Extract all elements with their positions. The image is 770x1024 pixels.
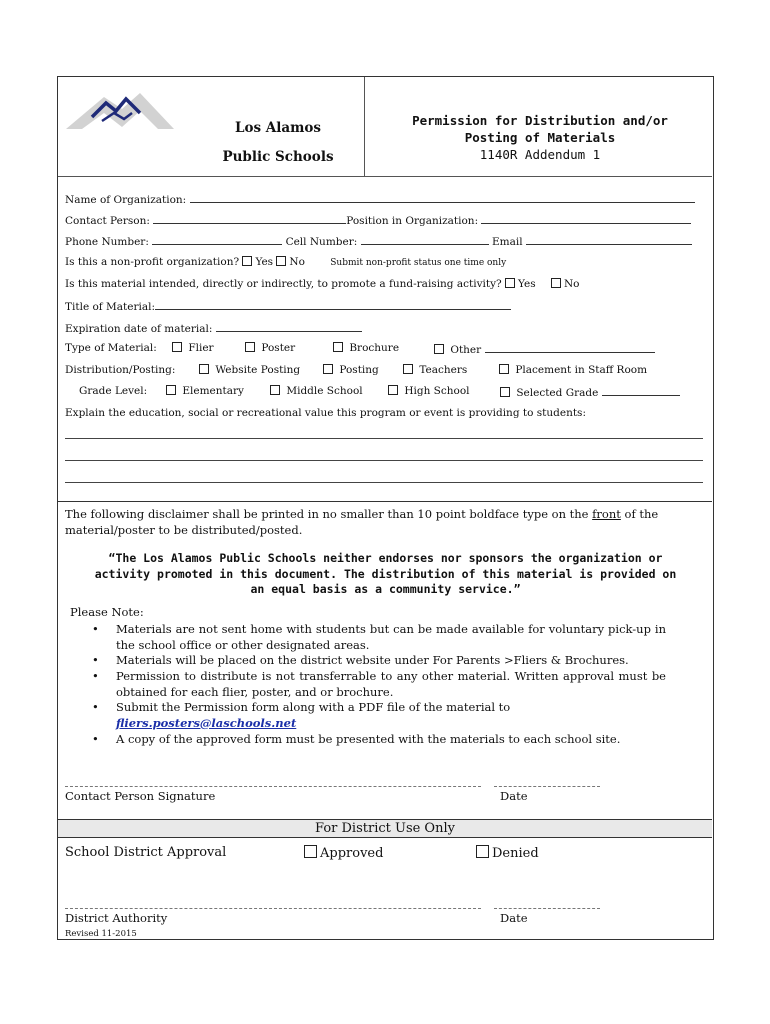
title-material-input[interactable]: [155, 299, 511, 310]
org-name-input[interactable]: [190, 192, 695, 203]
cell-input[interactable]: [361, 234, 489, 245]
district-date-label: Date: [500, 911, 528, 925]
note-text-4a: Submit the Permission form along with a PDF file of the material to: [116, 700, 511, 714]
position-label: Position in Organization:: [346, 215, 479, 227]
district-authority-label: District Authority: [65, 911, 168, 925]
high-school-checkbox[interactable]: [388, 385, 398, 395]
teachers-label: Teachers: [419, 364, 468, 376]
grade-option-high: [388, 385, 470, 397]
disclaimer-front: front: [592, 507, 621, 521]
approved-checkbox[interactable]: [304, 845, 317, 858]
contact-date-line[interactable]: [494, 785, 600, 787]
revised-note: Revised 11-2015: [65, 929, 137, 939]
note-bullet-5: [92, 732, 667, 748]
form-header: [58, 77, 712, 177]
grade-option-elementary: [166, 385, 244, 397]
header-divider: [364, 77, 365, 176]
dist-option-staff-room: [499, 364, 647, 376]
disclaimer-intro-a: The following disclaimer shall be printed in no smaller than 10 point boldface type on the: [65, 507, 589, 521]
flier-checkbox[interactable]: [172, 342, 182, 352]
high-school-label: High School: [404, 385, 470, 397]
denied-label: Denied: [492, 846, 539, 861]
elementary-label: Elementary: [182, 385, 244, 397]
note-bullet-3: [92, 669, 667, 700]
explain-label: Explain the education, social or recreational value this program or event is providing to students:: [65, 407, 586, 419]
selected-grade-checkbox[interactable]: [500, 387, 510, 397]
denied-checkbox[interactable]: [476, 845, 489, 858]
org-name-line2: Public Schools: [222, 149, 334, 165]
quote-line1: “The Los Alamos Public Schools neither endorses nor sponsors the organization or: [108, 551, 663, 565]
form-title-line1: Permission for Distribution and/or: [412, 113, 668, 128]
type-option-poster: [245, 342, 295, 354]
permission-form: [57, 76, 714, 940]
contact-signature-line[interactable]: [65, 785, 481, 787]
grade-option-middle: [270, 385, 363, 397]
fundraising-no-checkbox[interactable]: [551, 278, 561, 288]
contact-date-label: Date: [500, 789, 528, 803]
mountain-logo-icon: [64, 83, 176, 141]
position-input[interactable]: [481, 213, 691, 224]
posting-checkbox[interactable]: [323, 364, 333, 374]
staff-room-label: Placement in Staff Room: [515, 364, 648, 376]
email-link[interactable]: fliers.posters@laschools.net: [116, 715, 297, 730]
org-name-row: [65, 192, 695, 206]
other-label: Other: [450, 344, 482, 356]
email-input[interactable]: [526, 234, 692, 245]
other-input[interactable]: [485, 342, 655, 353]
type-option-other: [434, 342, 655, 356]
fundraising-question: Is this material intended, directly or indirectly, to promote a fund-raising activity?: [65, 278, 502, 290]
form-number: 1140R Addendum 1: [479, 147, 601, 162]
district-date-line[interactable]: [494, 907, 600, 909]
form-title-line2: Posting of Materials: [464, 130, 616, 145]
email-label: Email: [491, 236, 523, 248]
disclaimer-section: [58, 501, 712, 502]
expiration-label: Expiration date of material:: [65, 323, 213, 335]
type-option-flier: [172, 342, 214, 354]
selected-grade-input[interactable]: [602, 385, 680, 396]
poster-label: Poster: [261, 342, 296, 354]
quote-line2: activity promoted in this document. The distribution of this material is provided on: [94, 566, 677, 581]
website-posting-label: Website Posting: [215, 364, 301, 376]
disclaimer-intro: [65, 506, 705, 538]
teachers-checkbox[interactable]: [403, 364, 413, 374]
approved-option: [304, 845, 383, 861]
nonprofit-row: [65, 256, 506, 268]
type-label: Type of Material:: [65, 342, 157, 354]
denied-option: [476, 845, 539, 861]
selected-grade-label: Selected Grade: [516, 387, 599, 399]
disclaimer-intro-line2: material/poster to be distributed/posted.: [65, 523, 303, 537]
brochure-checkbox[interactable]: [333, 342, 343, 352]
middle-school-checkbox[interactable]: [270, 385, 280, 395]
staff-room-checkbox[interactable]: [499, 364, 509, 374]
nonprofit-note: Submit non-profit status one time only: [330, 258, 507, 268]
contact-person-input[interactable]: [153, 213, 346, 224]
expiration-row: [65, 321, 362, 335]
nonprofit-question: Is this a non-profit organization?: [65, 256, 240, 268]
nonprofit-yes-label: Yes: [255, 256, 274, 268]
title-material-label: Title of Material:: [65, 301, 156, 313]
contact-signature-label: Contact Person Signature: [65, 789, 216, 803]
explain-line-2[interactable]: [65, 460, 703, 461]
expiration-input[interactable]: [216, 321, 362, 332]
org-name-label: Name of Organization:: [65, 194, 187, 206]
flier-label: Flier: [188, 342, 214, 354]
nonprofit-no-checkbox[interactable]: [276, 256, 286, 266]
bullet-dot: •: [92, 653, 99, 667]
note-bullet-2: [92, 653, 667, 669]
fundraising-yes-label: Yes: [518, 278, 536, 290]
disclaimer-quote: [88, 551, 683, 598]
note-text-1: Materials are not sent home with students but can be made available for voluntary pick-up in the school office or other designated areas.: [116, 622, 666, 652]
fundraising-no-label: No: [563, 278, 580, 290]
grade-option-selected: [500, 385, 680, 399]
explain-line-1[interactable]: [65, 438, 703, 439]
other-checkbox[interactable]: [434, 344, 444, 354]
title-row: [65, 299, 511, 313]
note-text-2: Materials will be placed on the district website under For Parents >Fliers & Brochures.: [116, 653, 629, 667]
bullet-dot: •: [92, 732, 99, 746]
quote-line3: an equal basis as a community service.”: [250, 582, 521, 596]
dist-option-posting: [323, 364, 379, 376]
approved-label: Approved: [320, 846, 384, 861]
org-name-line1: Los Alamos: [234, 120, 322, 136]
explain-line-3[interactable]: [65, 482, 703, 483]
nonprofit-no-label: No: [289, 256, 305, 268]
type-option-brochure: [333, 342, 399, 354]
please-note-label: Please Note:: [70, 605, 144, 619]
middle-school-label: Middle School: [286, 385, 363, 397]
district-approval-label: School District Approval: [65, 845, 227, 860]
poster-checkbox[interactable]: [245, 342, 255, 352]
district-authority-line[interactable]: [65, 907, 481, 909]
fundraising-yes-checkbox[interactable]: [505, 278, 515, 288]
contact-person-label: Contact Person:: [65, 215, 150, 227]
phone-label: Phone Number:: [65, 236, 149, 248]
website-posting-checkbox[interactable]: [199, 364, 209, 374]
elementary-checkbox[interactable]: [166, 385, 176, 395]
note-text-4: [116, 700, 666, 731]
note-bullet-1: [92, 622, 667, 653]
contact-row: [65, 213, 691, 227]
note-text-5: A copy of the approved form must be presented with the materials to each school site.: [116, 732, 621, 746]
phone-row: [65, 234, 692, 248]
dist-option-website: [199, 364, 300, 376]
disclaimer-intro-b: of the: [624, 507, 659, 521]
fundraising-row: [65, 278, 580, 290]
note-text-3: Permission to distribute is not transferrable to any other material. Written approval must be obtained for each flier, poster, and or brochure.: [116, 669, 666, 699]
brochure-label: Brochure: [349, 342, 400, 354]
dist-option-teachers: [403, 364, 467, 376]
cell-label: Cell Number:: [285, 236, 358, 248]
nonprofit-yes-checkbox[interactable]: [242, 256, 252, 266]
bullet-dot: •: [92, 669, 99, 683]
dist-label: Distribution/Posting:: [65, 364, 176, 376]
bullet-dot: •: [92, 700, 99, 714]
phone-input[interactable]: [152, 234, 282, 245]
posting-label: Posting: [339, 364, 379, 376]
bullet-dot: •: [92, 622, 99, 636]
grade-label: Grade Level:: [79, 385, 148, 397]
note-bullet-4: [92, 700, 667, 731]
district-use-bar: For District Use Only: [58, 819, 712, 838]
